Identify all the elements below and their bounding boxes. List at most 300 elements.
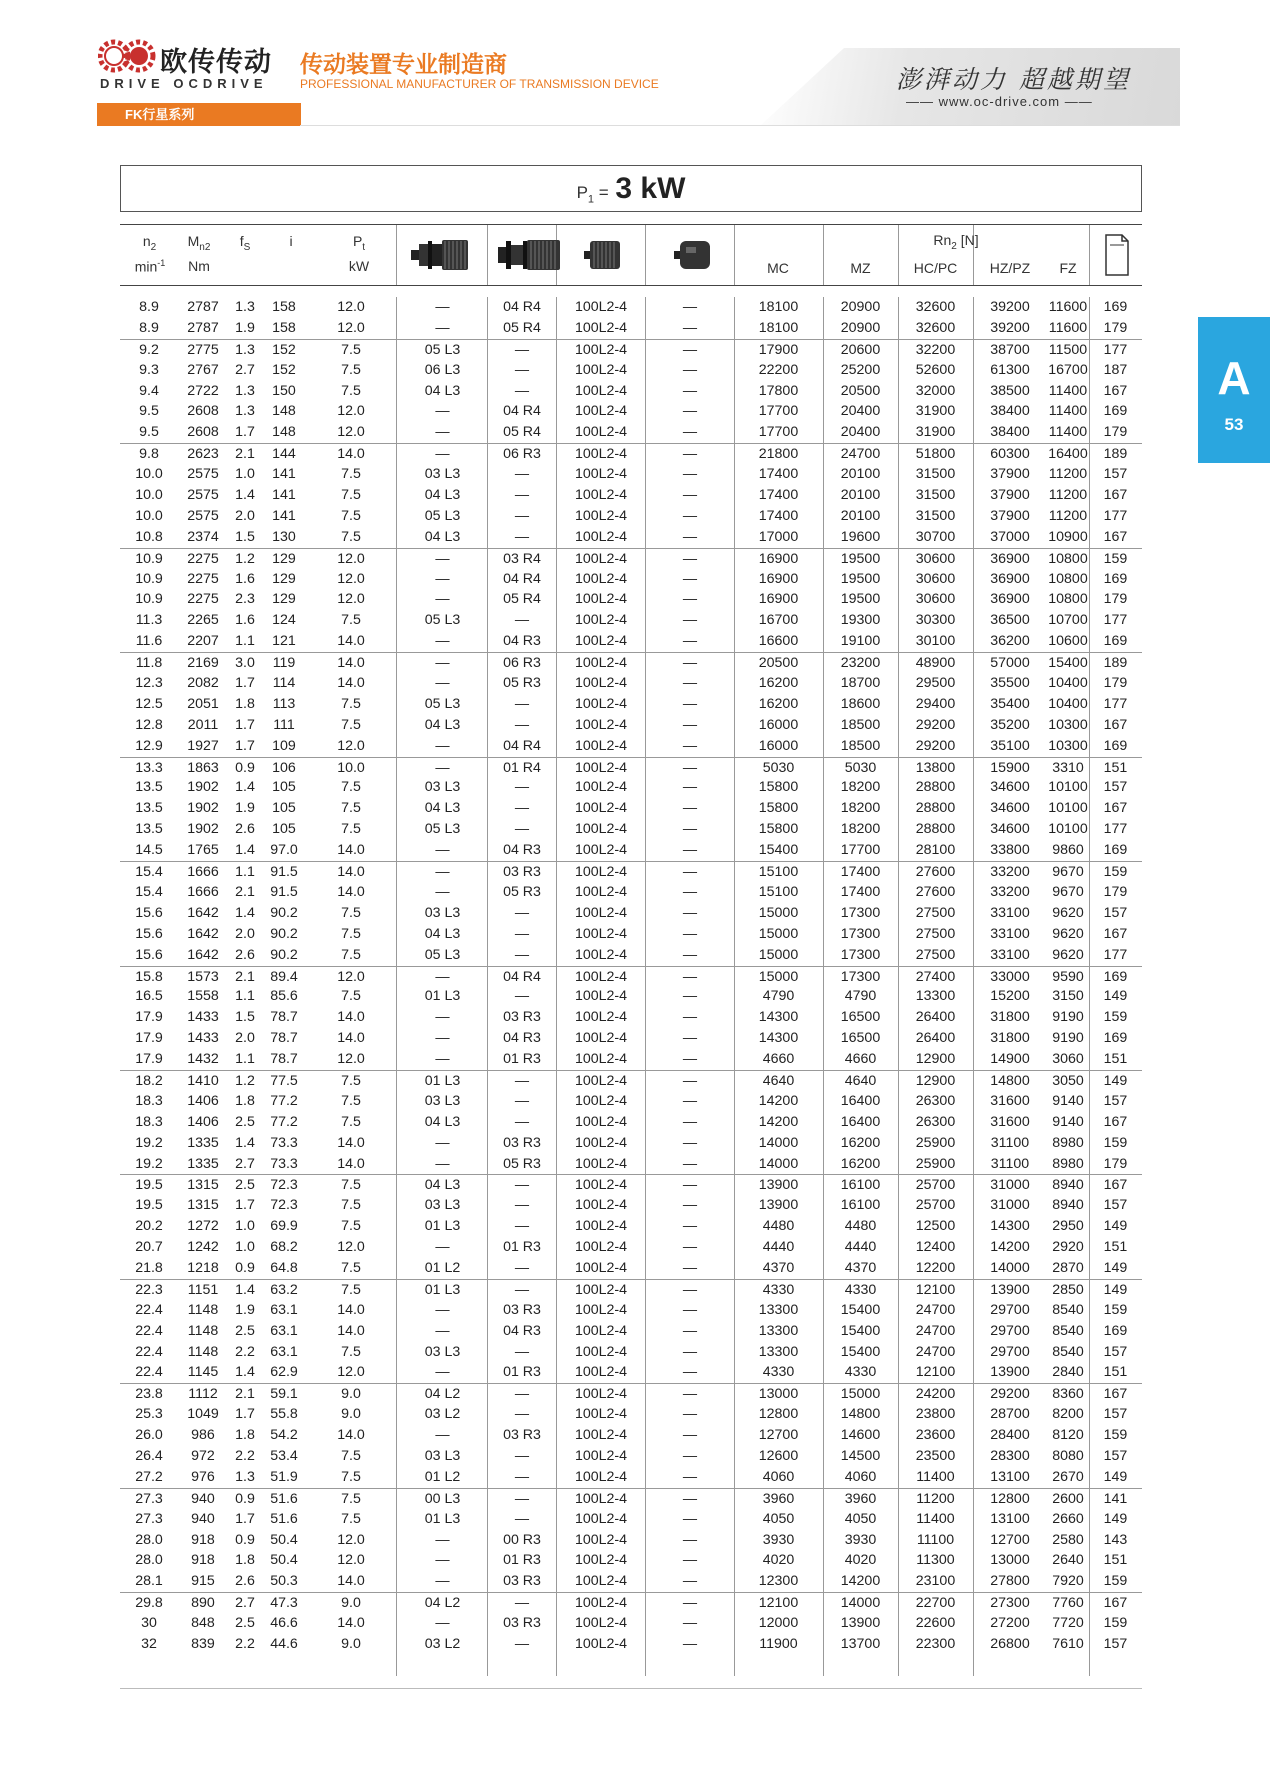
cell-gear-a: 04 L3 — [424, 800, 461, 817]
cell-hcpc: 22300 — [915, 1636, 956, 1652]
cell-hcpc: 51800 — [915, 446, 956, 463]
cell-page: 167 — [1103, 1113, 1128, 1130]
cell-pt: 7.5 — [341, 382, 361, 399]
cell-motor-a: 100L2-4 — [574, 1197, 628, 1214]
cell-motor-a: 100L2-4 — [574, 1072, 628, 1089]
table-row — [120, 945, 1142, 966]
cell-mc: 15800 — [758, 779, 799, 796]
cell-i: 53.4 — [270, 1447, 298, 1464]
cell-n2: 10.9 — [135, 591, 163, 608]
cell-hcpc: 31500 — [915, 507, 956, 524]
cell-mc: 4330 — [762, 1281, 795, 1298]
cell-gear-a: 06 L3 — [424, 361, 461, 378]
tagline-cn: 传动装置专业制造商 — [300, 51, 507, 77]
cell-gear-b: 03 R3 — [503, 1427, 541, 1444]
cell-motor-a: 100L2-4 — [574, 466, 628, 483]
cell-mn2: 1406 — [187, 1113, 219, 1130]
cell-motor-b: — — [682, 1490, 698, 1507]
cell-mc: 4480 — [762, 1218, 795, 1235]
cell-gear-a: 04 L3 — [424, 487, 461, 504]
cell-fs: 0.9 — [235, 1259, 255, 1276]
cell-hzpz: 38400 — [990, 424, 1030, 441]
cell-gear-b: — — [514, 1510, 530, 1527]
cell-i: 141 — [272, 487, 296, 504]
cell-hcpc: 24700 — [915, 1343, 956, 1360]
cell-hcpc: 23600 — [915, 1427, 956, 1444]
cell-gear-b: 05 R3 — [503, 883, 541, 900]
cell-i: 113 — [272, 695, 296, 712]
cell-n2: 12.8 — [135, 716, 163, 733]
cell-motor-b: — — [682, 1573, 698, 1590]
cell-motor-b: — — [682, 655, 698, 672]
cell-page: 167 — [1103, 1386, 1128, 1403]
cell-pt: 14.0 — [337, 446, 365, 463]
table-row — [120, 1634, 1142, 1655]
cell-hzpz: 29700 — [990, 1322, 1030, 1339]
cell-pt: 14.0 — [337, 1009, 365, 1026]
cell-hzpz: 31100 — [990, 1155, 1030, 1172]
cell-pt: 12.0 — [337, 1531, 365, 1548]
cell-fs: 1.5 — [235, 1009, 255, 1026]
cell-mc: 17400 — [758, 466, 799, 483]
cell-n2: 28.1 — [135, 1573, 163, 1590]
col-n2: $n_2$ — [142, 233, 157, 253]
cell-page: 169 — [1103, 968, 1128, 985]
cell-fz: 9140 — [1052, 1092, 1084, 1109]
cell-gear-b: — — [514, 1259, 530, 1276]
cell-motor-a: 100L2-4 — [574, 341, 628, 358]
cell-fz: 2950 — [1052, 1218, 1084, 1235]
cell-fs: 1.6 — [235, 570, 255, 587]
cell-i: 114 — [272, 675, 296, 692]
cell-mn2: 2082 — [187, 675, 219, 692]
cell-gear-b: 04 R4 — [503, 403, 541, 420]
cell-mc: 17700 — [758, 403, 799, 420]
cell-motor-b: — — [682, 821, 698, 838]
cell-page: 189 — [1103, 655, 1128, 672]
cell-mz: 16500 — [840, 1009, 881, 1026]
cell-motor-b: — — [682, 487, 698, 504]
cell-gear-b: 05 R4 — [503, 319, 541, 336]
cell-pt: 7.5 — [341, 1177, 361, 1194]
cell-mz: 20500 — [840, 382, 881, 399]
cell-mz: 18500 — [840, 737, 881, 754]
cell-fz: 10800 — [1048, 570, 1088, 587]
cell-hzpz: 31800 — [990, 1009, 1030, 1026]
cell-fz: 2920 — [1052, 1239, 1084, 1256]
cell-motor-a: 100L2-4 — [574, 1155, 628, 1172]
cell-fs: 2.0 — [235, 925, 255, 942]
table-row — [120, 443, 1142, 464]
cell-mc: 12800 — [758, 1406, 799, 1423]
cell-mc: 15000 — [758, 925, 799, 942]
cell-fs: 2.6 — [235, 946, 255, 963]
cell-gear-b: 01 R3 — [503, 1364, 541, 1381]
cell-page: 177 — [1103, 946, 1128, 963]
cell-page: 159 — [1103, 1615, 1128, 1632]
cell-hzpz: 33000 — [990, 968, 1030, 985]
cell-gear-b: — — [514, 925, 530, 942]
cell-motor-a: 100L2-4 — [574, 1030, 628, 1047]
cell-page: 167 — [1103, 1177, 1128, 1194]
cell-motor-a: 100L2-4 — [574, 1364, 628, 1381]
cell-i: 90.2 — [270, 946, 298, 963]
cell-motor-a: 100L2-4 — [574, 382, 628, 399]
cell-mn2: 1218 — [187, 1259, 219, 1276]
cell-page: 179 — [1103, 591, 1128, 608]
cell-motor-a: 100L2-4 — [574, 946, 628, 963]
cell-gear-b: 03 R3 — [503, 1009, 541, 1026]
cell-motor-b: — — [682, 864, 698, 881]
cell-motor-b: — — [682, 759, 698, 776]
cell-i: 51.6 — [270, 1490, 298, 1507]
cell-n2: 22.4 — [135, 1301, 163, 1318]
cell-mc: 13000 — [758, 1386, 799, 1403]
cell-mz: 18500 — [840, 716, 881, 733]
cell-fz: 10300 — [1048, 716, 1088, 733]
cell-fs: 2.7 — [235, 1595, 255, 1612]
cell-hzpz: 37900 — [990, 507, 1030, 524]
cell-gear-a: — — [435, 1155, 450, 1172]
cell-gear-b: 03 R3 — [503, 864, 541, 881]
cell-n2: 17.9 — [135, 1030, 163, 1047]
cell-n2: 13.5 — [135, 821, 163, 838]
cell-mc: 14000 — [758, 1134, 799, 1151]
cell-i: 91.5 — [270, 883, 298, 900]
cell-gear-b: 01 R3 — [503, 1239, 541, 1256]
cell-mc: 4020 — [762, 1552, 795, 1569]
cell-mc: 13900 — [758, 1177, 799, 1194]
cell-fz: 9670 — [1052, 883, 1084, 900]
cell-motor-a: 100L2-4 — [574, 1322, 628, 1339]
cell-i: 63.1 — [270, 1343, 298, 1360]
cell-hzpz: 29700 — [990, 1301, 1030, 1318]
cell-mn2: 1902 — [187, 821, 219, 838]
cell-gear-b: 04 R3 — [503, 1030, 541, 1047]
table-row — [120, 986, 1142, 1007]
cell-page: 157 — [1103, 1636, 1128, 1652]
col-rn2: $Rn_2$ [N] — [933, 232, 979, 252]
cell-fs: 1.2 — [235, 1072, 255, 1089]
cell-pt: 14.0 — [337, 655, 365, 672]
cell-fz: 7920 — [1052, 1573, 1084, 1590]
cell-mz: 14800 — [840, 1406, 881, 1423]
cell-mz: 17700 — [840, 842, 881, 859]
cell-page: 177 — [1103, 612, 1128, 629]
cell-i: 78.7 — [270, 1051, 298, 1068]
cell-mn2: 1145 — [187, 1364, 219, 1381]
cell-hcpc: 29500 — [915, 675, 956, 692]
cell-mn2: 1642 — [187, 904, 219, 921]
cell-motor-a: 100L2-4 — [574, 1092, 628, 1109]
cell-page: 159 — [1103, 1009, 1128, 1026]
cell-pt: 7.5 — [341, 779, 361, 796]
cell-fz: 10100 — [1048, 800, 1088, 817]
cell-page: 151 — [1103, 1051, 1128, 1068]
cell-mc: 16700 — [758, 612, 799, 629]
cell-mz: 19500 — [840, 570, 881, 587]
col-mc: MC — [767, 260, 789, 276]
cell-gear-b: — — [514, 946, 530, 963]
cell-hzpz: 39200 — [990, 319, 1030, 336]
cell-mn2: 1432 — [187, 1051, 219, 1068]
cell-hcpc: 27600 — [915, 864, 956, 881]
cell-motor-a: 100L2-4 — [574, 1239, 628, 1256]
website: —— www.oc-drive.com —— — [906, 94, 1093, 109]
cell-gear-b: 04 R3 — [503, 1322, 541, 1339]
cell-page: 157 — [1103, 779, 1128, 796]
cell-mc: 14300 — [758, 1030, 799, 1047]
cell-i: 144 — [272, 446, 296, 463]
cell-n2: 19.2 — [135, 1134, 163, 1151]
cell-pt: 12.0 — [337, 1239, 365, 1256]
cell-mz: 3930 — [844, 1531, 877, 1548]
cell-i: 73.3 — [270, 1134, 298, 1151]
cell-pt: 7.5 — [341, 925, 361, 942]
cell-mn2: 1642 — [187, 946, 219, 963]
cell-fz: 2850 — [1052, 1281, 1084, 1298]
cell-gear-b: 04 R3 — [503, 633, 541, 650]
cell-gear-b: 03 R3 — [503, 1134, 541, 1151]
cell-fs: 1.7 — [235, 1197, 255, 1214]
cell-hcpc: 27500 — [915, 904, 956, 921]
cell-hcpc: 12100 — [915, 1281, 956, 1298]
cell-pt: 7.5 — [341, 1092, 361, 1109]
cell-i: 152 — [272, 361, 296, 378]
cell-hzpz: 31100 — [990, 1134, 1030, 1151]
cell-gear-a: 04 L3 — [424, 382, 461, 399]
cell-fz: 2870 — [1052, 1259, 1084, 1276]
cell-fs: 1.6 — [235, 612, 255, 629]
cell-mc: 17700 — [758, 424, 799, 441]
cell-mc: 16900 — [758, 591, 799, 608]
cell-i: 148 — [272, 424, 296, 441]
cell-motor-b: — — [682, 1239, 698, 1256]
cell-mz: 20900 — [840, 319, 881, 336]
cell-mc: 5030 — [762, 759, 795, 776]
cell-gear-a: — — [435, 968, 450, 985]
cell-mc: 16600 — [758, 633, 799, 650]
cell-hzpz: 33200 — [990, 883, 1030, 900]
cell-gear-b: 06 R3 — [503, 446, 541, 463]
cell-hzpz: 27300 — [990, 1595, 1030, 1612]
cell-motor-a: 100L2-4 — [574, 800, 628, 817]
cell-i: 85.6 — [270, 988, 298, 1005]
cell-motor-b: — — [682, 1615, 698, 1632]
cell-hzpz: 36900 — [990, 570, 1030, 587]
cell-gear-a: 03 L3 — [424, 1092, 461, 1109]
cell-motor-a: 100L2-4 — [574, 570, 628, 587]
cell-page: 141 — [1103, 1490, 1128, 1507]
cell-fz: 10400 — [1048, 675, 1088, 692]
cell-mc: 17400 — [758, 507, 799, 524]
table-row — [120, 1509, 1142, 1530]
cell-mc: 15800 — [758, 800, 799, 817]
cell-gear-a: 01 L3 — [424, 1218, 461, 1235]
table-row — [120, 840, 1142, 861]
cell-hzpz: 27800 — [990, 1573, 1030, 1590]
cell-motor-b: — — [682, 1134, 698, 1151]
cell-mn2: 2722 — [187, 382, 219, 399]
cell-mn2: 915 — [191, 1573, 215, 1590]
cell-fs: 1.8 — [235, 1092, 255, 1109]
cell-n2: 20.7 — [135, 1239, 163, 1256]
col-fz: FZ — [1059, 260, 1077, 276]
cell-mn2: 2775 — [187, 341, 219, 358]
cell-hzpz: 26800 — [990, 1636, 1030, 1652]
table-row — [120, 861, 1142, 882]
cell-hzpz: 12800 — [990, 1490, 1030, 1507]
cell-gear-a: 03 L3 — [424, 1197, 461, 1214]
cell-n2: 15.4 — [135, 864, 163, 881]
cell-hcpc: 30600 — [915, 591, 956, 608]
cell-hcpc: 23100 — [915, 1573, 956, 1590]
cell-pt: 7.5 — [341, 1281, 361, 1298]
cell-pt: 14.0 — [337, 675, 365, 692]
cell-i: 129 — [272, 570, 296, 587]
cell-i: 50.4 — [270, 1552, 298, 1569]
cell-mz: 20900 — [840, 299, 881, 315]
cell-mc: 15000 — [758, 946, 799, 963]
cell-pt: 7.5 — [341, 946, 361, 963]
cell-pt: 12.0 — [337, 1364, 365, 1381]
cell-mc: 12300 — [758, 1573, 799, 1590]
cell-mn2: 2575 — [187, 507, 219, 524]
cell-mz: 16200 — [840, 1155, 881, 1172]
cell-hcpc: 22700 — [915, 1595, 956, 1612]
cell-n2: 28.0 — [135, 1552, 163, 1569]
cell-hzpz: 37900 — [990, 487, 1030, 504]
cell-gear-a: 04 L3 — [424, 925, 461, 942]
cell-i: 44.6 — [270, 1636, 298, 1652]
col-i: i — [289, 233, 293, 249]
cell-i: 121 — [272, 633, 296, 650]
cell-n2: 16.5 — [135, 988, 163, 1005]
cell-fs: 1.3 — [235, 341, 255, 358]
motor-a-icon — [582, 237, 622, 273]
cell-gear-a: — — [435, 1364, 450, 1381]
cell-hcpc: 32000 — [915, 382, 956, 399]
cell-pt: 7.5 — [341, 1072, 361, 1089]
table-row — [120, 924, 1142, 945]
cell-mn2: 918 — [191, 1552, 215, 1569]
cell-motor-b: — — [682, 528, 698, 545]
cell-fs: 2.1 — [235, 968, 255, 985]
cell-motor-b: — — [682, 1301, 698, 1318]
cell-hcpc: 29200 — [915, 737, 956, 754]
cell-page: 169 — [1103, 842, 1128, 859]
cell-motor-a: 100L2-4 — [574, 1009, 628, 1026]
cell-hzpz: 35500 — [990, 675, 1030, 692]
cell-mz: 4480 — [844, 1218, 877, 1235]
cell-n2: 18.3 — [135, 1092, 163, 1109]
cell-gear-b: 03 R3 — [503, 1615, 541, 1632]
cell-gear-a: 01 L3 — [424, 1281, 461, 1298]
cell-fz: 10400 — [1048, 695, 1088, 712]
cell-i: 78.7 — [270, 1009, 298, 1026]
table-row — [120, 694, 1142, 715]
cell-hcpc: 12500 — [915, 1218, 956, 1235]
cell-fz: 7610 — [1052, 1636, 1084, 1652]
cell-hzpz: 13000 — [990, 1552, 1030, 1569]
cell-mz: 18200 — [840, 779, 881, 796]
cell-hzpz: 38500 — [990, 382, 1030, 399]
cell-mz: 20600 — [840, 341, 881, 358]
cell-fs: 1.7 — [235, 424, 255, 441]
cell-gear-a: 01 L3 — [424, 1072, 461, 1089]
page-number: 53 — [1224, 415, 1244, 434]
cell-hcpc: 11400 — [916, 1510, 955, 1527]
cell-gear-a: — — [435, 675, 450, 692]
cell-i: 152 — [272, 341, 296, 358]
cell-fz: 10600 — [1048, 633, 1088, 650]
cell-gear-a: 03 L2 — [424, 1406, 461, 1423]
cell-mc: 4440 — [762, 1239, 795, 1256]
cell-pt: 14.0 — [337, 633, 365, 650]
cell-hzpz: 15200 — [990, 988, 1030, 1005]
cell-mz: 16200 — [840, 1134, 881, 1151]
cell-pt: 14.0 — [337, 1573, 365, 1590]
table-row — [120, 1362, 1142, 1383]
cell-pt: 14.0 — [337, 1301, 365, 1318]
cell-gear-b: 05 R3 — [503, 675, 541, 692]
cell-mc: 17900 — [758, 341, 799, 358]
cell-fz: 9590 — [1052, 968, 1084, 985]
cell-page: 159 — [1103, 1573, 1128, 1590]
cell-n2: 13.5 — [135, 779, 163, 796]
cell-mz: 20400 — [840, 424, 881, 441]
cell-motor-b: — — [682, 1427, 698, 1444]
table-row — [120, 360, 1142, 381]
cell-gear-a: 04 L3 — [424, 528, 461, 545]
cell-hzpz: 36500 — [990, 612, 1030, 629]
cell-hcpc: 23500 — [915, 1447, 956, 1464]
table-row — [120, 1467, 1142, 1488]
cell-i: 90.2 — [270, 904, 298, 921]
cell-motor-b: — — [682, 633, 698, 650]
cell-gear-b: 03 R3 — [503, 1573, 541, 1590]
table-row — [120, 715, 1142, 736]
cell-i: 106 — [272, 759, 296, 776]
cell-gear-b: — — [514, 341, 530, 358]
cell-fs: 0.9 — [235, 1531, 255, 1548]
cell-page: 179 — [1103, 1155, 1128, 1172]
cell-mn2: 890 — [191, 1595, 215, 1612]
cell-fs: 1.0 — [235, 466, 255, 483]
cell-mz: 19600 — [840, 528, 881, 545]
cell-motor-a: 100L2-4 — [574, 1343, 628, 1360]
cell-gear-b: — — [514, 487, 530, 504]
cell-i: 158 — [272, 299, 296, 315]
cell-gear-a: 03 L3 — [424, 1447, 461, 1464]
cell-pt: 12.0 — [337, 424, 365, 441]
website-url: www.oc-drive.com — [938, 94, 1061, 109]
cell-motor-a: 100L2-4 — [574, 716, 628, 733]
cell-fz: 11200 — [1048, 507, 1088, 524]
cell-motor-a: 100L2-4 — [574, 403, 628, 420]
cell-mn2: 2265 — [187, 612, 219, 629]
cell-motor-a: 100L2-4 — [574, 633, 628, 650]
cell-hzpz: 60300 — [990, 446, 1030, 463]
cell-pt: 7.5 — [341, 466, 361, 483]
cell-fz: 8980 — [1052, 1155, 1084, 1172]
cell-mz: 14200 — [840, 1573, 881, 1590]
cell-motor-b: — — [682, 968, 698, 985]
cell-n2: 10.9 — [135, 550, 163, 567]
cell-gear-b: 01 R3 — [503, 1051, 541, 1068]
cell-page: 179 — [1103, 675, 1128, 692]
cell-fz: 7760 — [1052, 1595, 1084, 1612]
